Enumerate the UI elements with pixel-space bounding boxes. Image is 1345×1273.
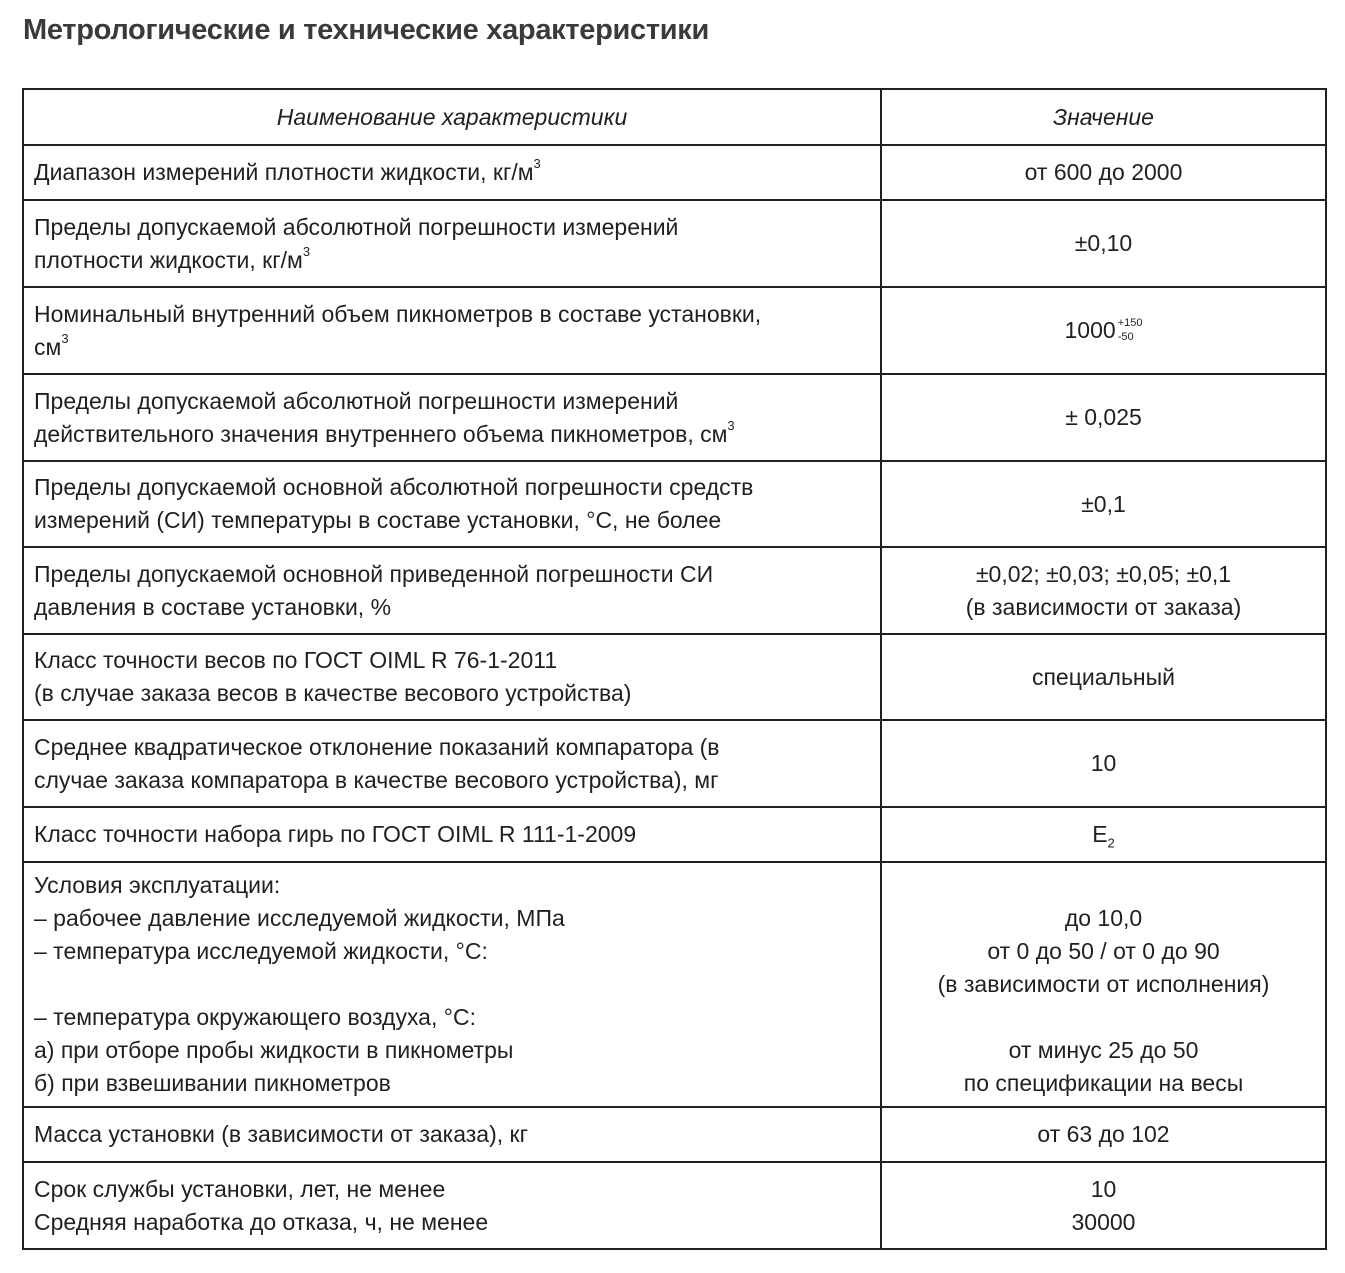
- row-name-line: Пределы допускаемой основной абсолютной погрешности средств: [34, 474, 754, 500]
- spacer: [888, 1001, 1319, 1034]
- row-name-line: – температура окружающего воздуха, °С:: [34, 1004, 476, 1030]
- row-value-line: до 10,0: [1064, 905, 1143, 931]
- row-value-line: ±0,10: [1074, 230, 1133, 256]
- row-name-line: Пределы допускаемой абсолютной погрешности измерений: [34, 387, 679, 414]
- row-name: [23, 807, 881, 862]
- superscript: 3: [61, 330, 69, 346]
- table-row: [23, 461, 1326, 547]
- superscript: 3: [727, 417, 735, 433]
- row-name-line: Условия эксплуатации:: [34, 872, 281, 898]
- table-row: [23, 862, 1326, 1107]
- row-name: [23, 862, 881, 1107]
- row-value: [881, 807, 1326, 862]
- page-title: Метрологические и технические характеристики: [23, 14, 710, 46]
- header-value: Значение: [881, 89, 1326, 145]
- row-name-line: а) при отборе пробы жидкости в пикнометры: [34, 1037, 514, 1063]
- row-name: [23, 287, 881, 374]
- row-value: [881, 720, 1326, 807]
- table-row: [23, 374, 1326, 461]
- row-name-line: Масса установки (в зависимости от заказа), кг: [34, 1121, 528, 1147]
- row-name-line: давления в составе установки, %: [34, 593, 392, 620]
- row-name-line: – температура исследуемой жидкости, °С:: [34, 938, 488, 964]
- row-name-line: Срок службы установки, лет, не менее: [34, 1175, 446, 1202]
- row-name: [23, 461, 881, 547]
- superscript: 3: [302, 243, 311, 259]
- row-value-line: от 63 до 102: [1037, 1121, 1170, 1147]
- row-name-line: б) при взвешивании пикнометров: [34, 1070, 391, 1096]
- row-name-line: Пределы допускаемой основной приведенной погрешности СИ: [34, 560, 714, 587]
- row-name-line: Пределы допускаемой абсолютной погрешности измерений: [34, 213, 679, 240]
- row-value: [881, 547, 1326, 634]
- table-row: [23, 287, 1326, 374]
- row-value: [881, 862, 1326, 1107]
- row-value-line: от минус 25 до 50: [1008, 1037, 1199, 1063]
- row-value-line: специальный: [1031, 663, 1176, 690]
- table-row: [23, 1162, 1326, 1249]
- tolerance-upper: +150: [1117, 316, 1143, 329]
- characteristics-table: [22, 88, 1327, 1250]
- row-name: [23, 374, 881, 461]
- row-value-line: (в зависимости от исполнения): [937, 971, 1270, 997]
- row-name: [23, 634, 881, 720]
- row-name: [23, 1107, 881, 1162]
- row-name-line: Класс точности весов по ГОСТ OIML R 76-1-2011: [34, 647, 558, 673]
- row-value: [881, 374, 1326, 461]
- row-value-line: 10: [1090, 750, 1117, 776]
- row-name-line: Номинальный внутренний объем пикнометров в составе установки,: [34, 300, 762, 327]
- row-name: [23, 720, 881, 807]
- row-name-line: плотности жидкости, кг/м: [34, 246, 303, 273]
- header-name: Наименование характеристики: [23, 89, 881, 145]
- row-name: [23, 145, 881, 200]
- row-value: [881, 1107, 1326, 1162]
- spacer: [888, 869, 1319, 902]
- row-name: [23, 1162, 881, 1249]
- table-body: [23, 145, 1326, 1249]
- row-name-line: Среднее квадратическое отклонение показаний компаратора (в: [34, 733, 720, 760]
- table-row: [23, 1107, 1326, 1162]
- table-row: [23, 547, 1326, 634]
- row-name: [23, 547, 881, 634]
- spacer: [34, 968, 870, 1001]
- tolerance: [1118, 316, 1143, 344]
- row-value-line: 10: [1090, 1175, 1117, 1202]
- row-value-line: (в зависимости от заказа): [965, 593, 1242, 620]
- row-name-line: – рабочее давление исследуемой жидкости, МПа: [34, 905, 565, 931]
- table-row: [23, 200, 1326, 287]
- row-value-main: 1000: [1064, 317, 1116, 343]
- table-row: [23, 807, 1326, 862]
- row-name-line: измерений (СИ) температуры в составе установки, °С, не более: [34, 507, 722, 533]
- table-row: [23, 634, 1326, 720]
- row-value: [881, 200, 1326, 287]
- tolerance-lower: -50: [1117, 330, 1134, 343]
- row-value-line: 30000: [1071, 1208, 1136, 1235]
- row-name-line: Средняя наработка до отказа, ч, не менее: [34, 1208, 489, 1235]
- row-value-line: от 0 до 50 / от 0 до 90: [987, 938, 1220, 964]
- row-value-line: по спецификации на весы: [963, 1070, 1244, 1096]
- table-row: [23, 720, 1326, 807]
- row-value: [881, 461, 1326, 547]
- row-name-line: (в случае заказа весов в качестве весового устройства): [34, 680, 632, 706]
- row-value-line: ± 0,025: [1065, 404, 1142, 430]
- row-value: [881, 1162, 1326, 1249]
- row-value-line: ±0,02; ±0,03; ±0,05; ±0,1: [975, 560, 1232, 587]
- row-value-line: от 600 до 2000: [1024, 159, 1183, 185]
- row-name-line: случае заказа компаратора в качестве весового устройства), мг: [34, 766, 719, 793]
- row-name-line: см: [34, 333, 62, 360]
- row-name-line: Класс точности набора гирь по ГОСТ OIML R 111-1-2009: [34, 821, 637, 847]
- table-row: [23, 145, 1326, 200]
- row-value: [881, 145, 1326, 200]
- row-value-line: ±0,1: [1081, 490, 1126, 517]
- row-name: [23, 200, 881, 287]
- row-value-main: E: [1092, 821, 1108, 847]
- row-name-line: Диапазон измерений плотности жидкости, кг/м: [34, 159, 534, 185]
- superscript: 3: [533, 156, 541, 172]
- subscript: 2: [1107, 835, 1115, 851]
- row-value: [881, 634, 1326, 720]
- table-header-row: [23, 89, 1326, 145]
- row-name-line: действительного значения внутреннего объема пикнометров, см: [34, 420, 728, 447]
- row-value: [881, 287, 1326, 374]
